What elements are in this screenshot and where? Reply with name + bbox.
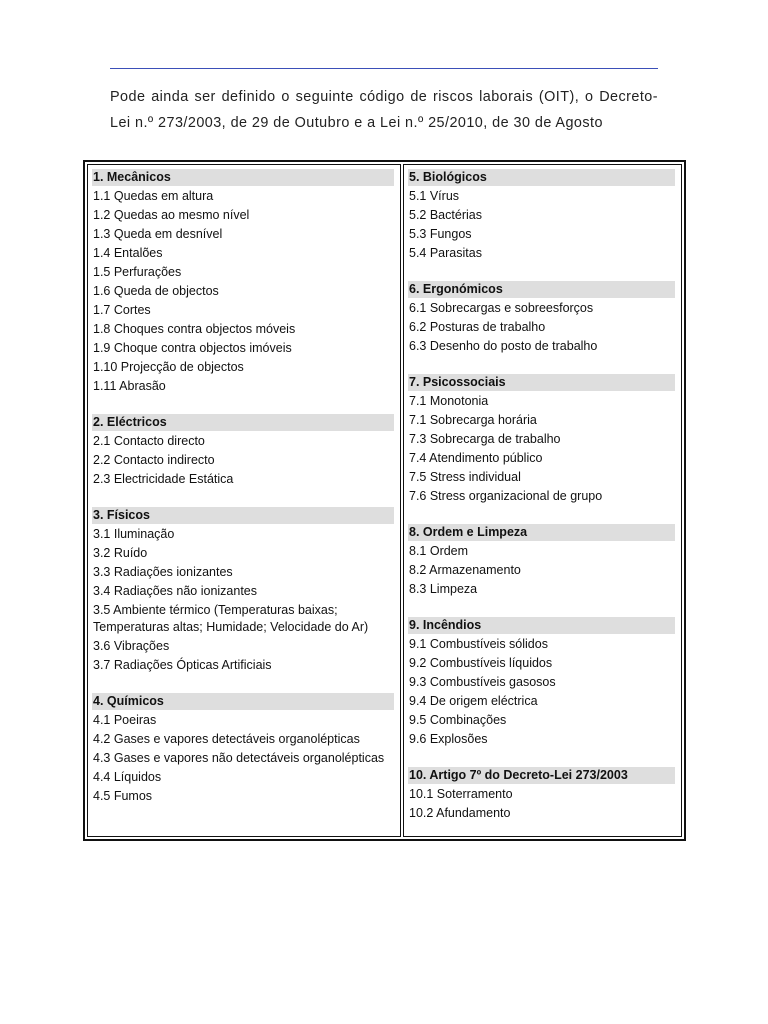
risk-category (92, 507, 396, 675)
risk-category (408, 169, 677, 263)
risk-item: 7.1 Sobrecarga horária (409, 413, 537, 427)
risk-item: 7.5 Stress individual (409, 470, 521, 484)
risk-item: 1.11 Abrasão (93, 379, 166, 393)
risk-item: 3.5 Ambiente térmico (Temperaturas baixas; Temperaturas altas; Humidade; Velocidade do Ar) (93, 603, 369, 634)
category-title: 5. Biológicos (408, 169, 675, 186)
category-title: 10. Artigo 7º do Decreto-Lei 273/2003 (408, 767, 675, 784)
risk-category (92, 414, 396, 489)
risk-item: 3.4 Radiações não ionizantes (93, 584, 258, 598)
risk-category (408, 281, 677, 356)
risk-item: 6.1 Sobrecargas e sobreesforços (409, 301, 594, 315)
risk-category (408, 767, 677, 823)
risk-item: 7.6 Stress organizacional de grupo (409, 489, 603, 503)
risk-item: 8.3 Limpeza (409, 582, 478, 596)
risk-item: 1.2 Quedas ao mesmo nível (93, 208, 250, 222)
risk-item: 1.6 Queda de objectos (93, 284, 219, 298)
risk-item: 1.1 Quedas em altura (93, 189, 214, 203)
risk-item: 3.7 Radiações Ópticas Artificiais (93, 658, 272, 672)
risk-category (408, 524, 677, 599)
risk-item: 4.3 Gases e vapores não detectáveis organolépticas (93, 751, 385, 765)
risk-item: 2.3 Electricidade Estática (93, 472, 234, 486)
risk-item: 6.3 Desenho do posto de trabalho (409, 339, 598, 353)
category-title: 2. Eléctricos (92, 414, 394, 431)
risk-item: 3.6 Vibrações (93, 639, 170, 653)
risk-item: 4.1 Poeiras (93, 713, 157, 727)
risk-item: 1.3 Queda em desnível (93, 227, 223, 241)
risk-item: 3.3 Radiações ionizantes (93, 565, 233, 579)
risk-item: 5.4 Parasitas (409, 246, 482, 260)
risk-item: 1.10 Projecção de objectos (93, 360, 244, 374)
category-title: 3. Físicos (92, 507, 394, 524)
risk-item: 8.1 Ordem (409, 544, 469, 558)
risk-item: 5.2 Bactérias (409, 208, 482, 222)
risk-item: 2.2 Contacto indirecto (93, 453, 215, 467)
risk-item: 4.2 Gases e vapores detectáveis organolépticas (93, 732, 360, 746)
risk-item: 1.8 Choques contra objectos móveis (93, 322, 296, 336)
risk-item: 7.1 Monotonia (409, 394, 489, 408)
risk-item: 4.5 Fumos (93, 789, 153, 803)
risk-item: 5.1 Vírus (409, 189, 460, 203)
risk-category (408, 374, 677, 506)
risk-category (92, 169, 396, 396)
risk-item: 9.6 Explosões (409, 732, 488, 746)
risk-category (92, 693, 396, 806)
risk-item: 9.5 Combinações (409, 713, 507, 727)
category-title: 7. Psicossociais (408, 374, 675, 391)
risk-item: 2.1 Contacto directo (93, 434, 205, 448)
intro-paragraph: Pode ainda ser definido o seguinte código de riscos laborais (OIT), o Decreto-Lei n.º 273/2003, de 29 de Outubro e a Lei n.º 25/2010, de 30 de Agosto (110, 89, 658, 131)
category-title: 9. Incêndios (408, 617, 675, 634)
risk-category (408, 617, 677, 749)
category-title: 6. Ergonómicos (408, 281, 675, 298)
risk-code-table (83, 160, 686, 841)
risk-item: 9.4 De origem eléctrica (409, 694, 538, 708)
right-column (403, 164, 682, 837)
risk-item: 8.2 Armazenamento (409, 563, 521, 577)
category-title: 8. Ordem e Limpeza (408, 524, 675, 541)
risk-item: 1.4 Entalões (93, 246, 163, 260)
risk-item: 1.5 Perfurações (93, 265, 182, 279)
risk-item: 3.2 Ruído (93, 546, 148, 560)
risk-item: 10.1 Soterramento (409, 787, 513, 801)
risk-item: 9.1 Combustíveis sólidos (409, 637, 548, 651)
risk-item: 9.3 Combustíveis gasosos (409, 675, 556, 689)
risk-item: 1.9 Choque contra objectos imóveis (93, 341, 292, 355)
risk-item: 3.1 Iluminação (93, 527, 175, 541)
category-title: 1. Mecânicos (92, 169, 394, 186)
category-title: 4. Químicos (92, 693, 394, 710)
risk-item: 5.3 Fungos (409, 227, 472, 241)
header-rule (110, 68, 658, 69)
risk-item: 7.4 Atendimento público (409, 451, 543, 465)
risk-item: 1.7 Cortes (93, 303, 151, 317)
risk-item: 7.3 Sobrecarga de trabalho (409, 432, 561, 446)
risk-item: 9.2 Combustíveis líquidos (409, 656, 553, 670)
risk-item: 10.2 Afundamento (409, 806, 511, 820)
risk-item: 4.4 Líquidos (93, 770, 162, 784)
left-column (87, 164, 401, 837)
risk-item: 6.2 Posturas de trabalho (409, 320, 546, 334)
